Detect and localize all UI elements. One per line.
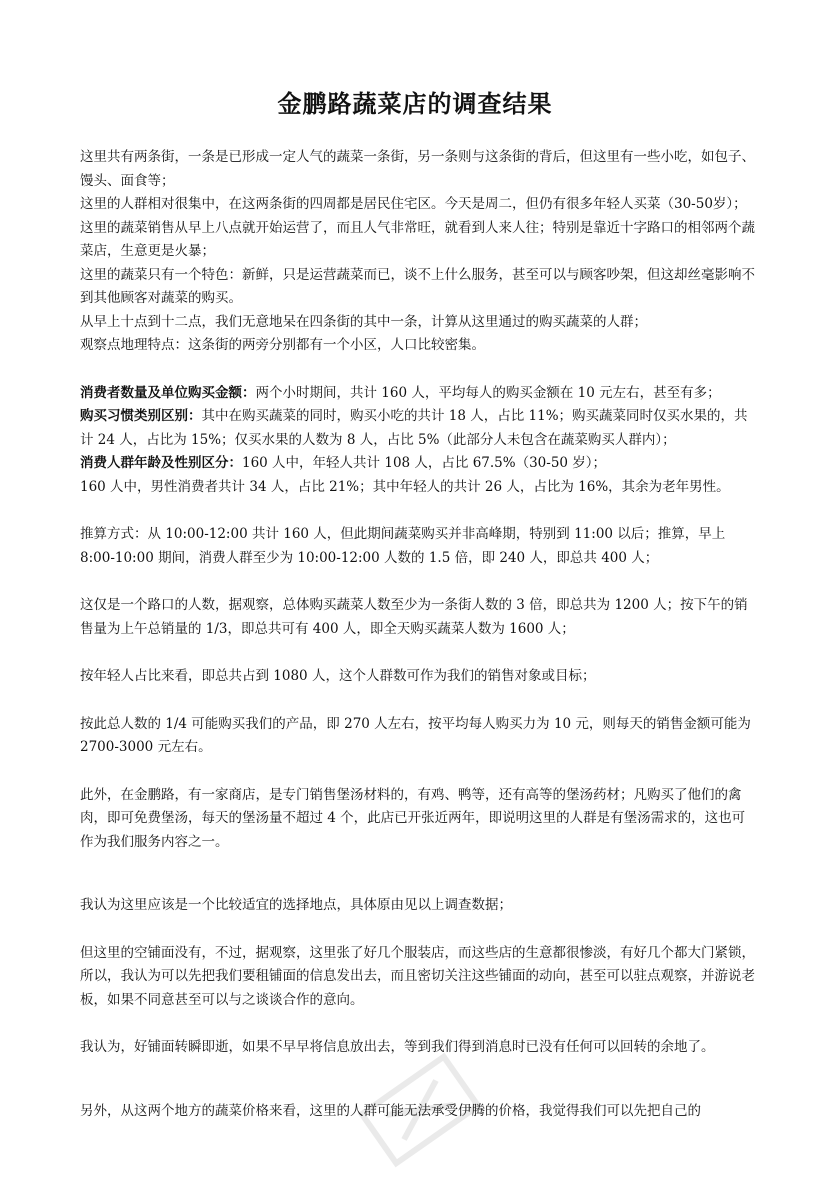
soup-paragraph: 此外，在金鹏路，有一家商店，是专门销售堡汤材料的，有鸡、鸭等，还有高等的堡汤药材；凡购买了他们的禽肉，即可免费堡汤，每天的堡汤量不超过 4 个，此店已开张近两年，即说明这里的人群是有堡汤需求的，这也可作为我们服务内容之一。 xyxy=(80,786,746,850)
spacer xyxy=(80,760,755,784)
intersection-paragraph: 这仅是一个路口的人数，据观察，总体购买蔬菜人数至少为一条街人数的 3 倍，即总共为 1200 人；按下午的销售量为上午总销量的 1/3，即总共可有 400 人，即全天购买蔬菜人数为 1600 人； xyxy=(80,597,748,637)
intro-paragraph-3: 这里的蔬菜销售从早上八点就开始运营了，而且人气非常旺，就看到人来人往；特别是靠近十字路口的相邻两个蔬菜店，生意更是火暴； xyxy=(80,219,755,259)
document-body xyxy=(80,146,755,1123)
stat-consumer-count xyxy=(80,382,755,406)
spacer xyxy=(80,918,755,942)
stat-label: 消费人群年龄及性别区分： xyxy=(80,455,242,471)
stat-label: 消费者数量及单位购买金额： xyxy=(80,384,256,401)
sales-paragraph: 按此总人数的 1/4 可能购买我们的产品，即 270 人左右，按平均每人购买力为 10 元，则每天的销售金额可能为 2700-3000 元左右。 xyxy=(80,715,751,755)
intro-paragraph-1: 这里共有两条街，一条是已形成一定人气的蔬菜一条街，另一条则与这条街的背后，但这里有一些小吃，如包子、馒头、面食等； xyxy=(80,149,755,189)
stat-text: 其中在购买蔬菜的同时，购买小吃的共计 18 人，占比 11%；购买蔬菜同时仅买水果的，共计 24 人，占比为 15%；仅买水果的人数为 8 人，占比 5%（此部分人未包含在蔬菜购买人群内）； xyxy=(80,408,748,448)
intro-paragraph-2: 这里的人群相对很集中，在这两条街的四周都是居民住宅区。今天是周二，但仍有很多年轻人买菜（30-50岁）； xyxy=(80,196,747,212)
stat-male-consumers: 160 人中，男性消费者共计 34 人，占比 21%；其中年轻人的共计 26 人，占比为 16%，其余为老年男性。 xyxy=(80,478,730,495)
spacer xyxy=(80,358,755,382)
spacer xyxy=(80,641,755,665)
spacer xyxy=(80,499,755,523)
spacer xyxy=(80,570,755,594)
price-paragraph: 另外，从这两个地方的蔬菜价格来看，这里的人群可能无法承受伊腾的价格，我觉得我们可以先把自己的 xyxy=(80,1102,701,1119)
estimate-paragraph: 推算方式：从 10:00-12:00 共计 160 人，但此期间蔬菜购买并非高峰期，特别到 11:00 以后；推算，早上 8:00-10:00 期间，消费人群至少为 10:00-12:00 人数的 1.5 倍，即 240 人，即总共 400 人； xyxy=(80,526,726,566)
intro-paragraph-5: 从早上十点到十二点，我们无意地呆在四条街的其中一条，计算从这里通过的购买蔬菜的人群； xyxy=(80,313,647,330)
stat-text: 160 人中，年轻人共计 108 人，占比 67.5%（30-50 岁）； xyxy=(242,455,607,471)
stat-purchase-habits xyxy=(80,405,755,452)
location-paragraph: 我认为这里应该是一个比较适宜的选择地点，具体原由见以上调查数据； xyxy=(80,897,512,913)
shops-paragraph: 但这里的空铺面没有，不过，据观察，这里张了好几个服装店，而这些店的生意都很惨淡，有好几个都大门紧锁，所以，我认为可以先把我们要租铺面的信息发出去，而且密切关注这些铺面的动向，甚至可以驻点观察，并游说老板，如果不同意甚至可以与之谈谈合作的意向。 xyxy=(80,944,755,1008)
intro-paragraph-4: 这里的蔬菜只有一个特色：新鲜，只是运营蔬菜而已，谈不上什么服务，甚至可以与顾客吵架，但这却丝毫影响不到其他顾客对蔬菜的购买。 xyxy=(80,266,755,306)
stat-text: 两个小时期间，共计 160 人，平均每人的购买金额在 10 元左右，甚至有多； xyxy=(255,384,721,401)
urgency-paragraph: 我认为，好铺面转瞬即逝，如果不早早将信息放出去，等到我们得到消息时已没有任何可以回转的余地了。 xyxy=(80,1039,715,1055)
spacer xyxy=(80,1012,755,1036)
stat-label: 购买习惯类别区别： xyxy=(80,408,202,424)
stat-age-gender xyxy=(80,452,755,476)
document-title: 金鹏路蔬菜店的调查结果 xyxy=(277,90,553,118)
spacer xyxy=(80,854,755,894)
intro-paragraph-6: 观察点地理特点：这条街的两旁分别都有一个小区，人口比较密集。 xyxy=(80,337,485,353)
youth-paragraph: 按年轻人占比来看，即总共占到 1080 人，这个人群数可作为我们的销售对象或目标； xyxy=(80,668,596,684)
spacer xyxy=(80,689,755,713)
